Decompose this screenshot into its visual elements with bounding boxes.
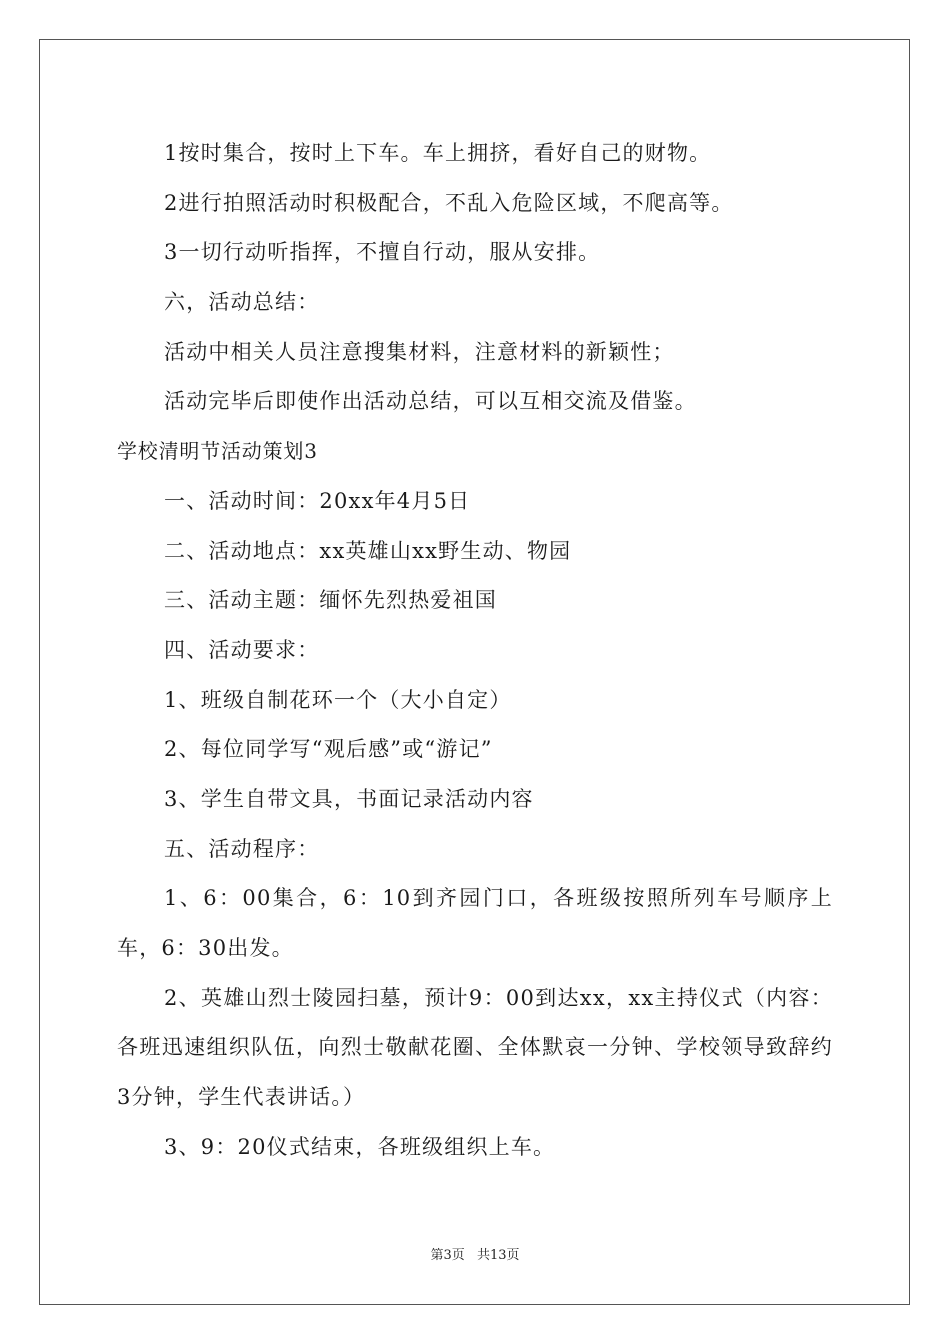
section-heading-summary: 六，活动总结：	[164, 290, 320, 315]
paragraph-requirement-2: 2、每位同学写“观后感”或“游记”	[164, 737, 493, 762]
page-footer	[0, 1244, 950, 1263]
paragraph-activity-theme: 三、活动主题：缅怀先烈热爱祖国	[164, 588, 497, 613]
paragraph-rule-3: 3一切行动听指挥，不擅自行动，服从安排。	[164, 240, 601, 265]
paragraph-procedure-3: 3、9：20仪式结束，各班级组织上车。	[164, 1134, 556, 1159]
document-section-title: 学校清明节活动策划3	[117, 439, 318, 464]
paragraph-requirement-3: 3、学生自带文具，书面记录活动内容	[164, 786, 534, 811]
section-heading-procedure: 五、活动程序：	[164, 836, 320, 861]
section-heading-requirements: 四、活动要求：	[164, 637, 320, 662]
paragraph-summary-2: 活动完毕后即使作出活动总结，可以互相交流及借鉴。	[164, 389, 697, 414]
paragraph-rule-1: 1按时集合，按时上下车。车上拥挤，看好自己的财物。	[164, 141, 712, 165]
document-body	[117, 129, 833, 1173]
page-total: 共13页	[476, 1248, 520, 1263]
paragraph-procedure-1: 1、6：00集合，6：10到齐园门口，各班级按照所列车号顺序上车，6：30出发。	[117, 886, 833, 961]
paragraph-requirement-1: 1、班级自制花环一个（大小自定）	[164, 687, 512, 712]
page-number: 第3页	[430, 1248, 465, 1263]
paragraph-activity-location: 二、活动地点：xx英雄山xx野生动、物园	[164, 538, 572, 563]
paragraph-procedure-2: 2、英雄山烈士陵园扫墓，预计9：00到达xx，xx主持仪式（内容：各班迅速组织队伍，向烈士敬献花圈、全体默哀一分钟、学校领导致辞约3分钟，学生代表讲话。）	[117, 985, 833, 1110]
paragraph-activity-time: 一、活动时间：20xx年4月5日	[164, 488, 471, 513]
paragraph-rule-2: 2进行拍照活动时积极配合，不乱入危险区域，不爬高等。	[164, 190, 734, 215]
paragraph-summary-1: 活动中相关人员注意搜集材料，注意材料的新颖性；	[164, 339, 675, 364]
